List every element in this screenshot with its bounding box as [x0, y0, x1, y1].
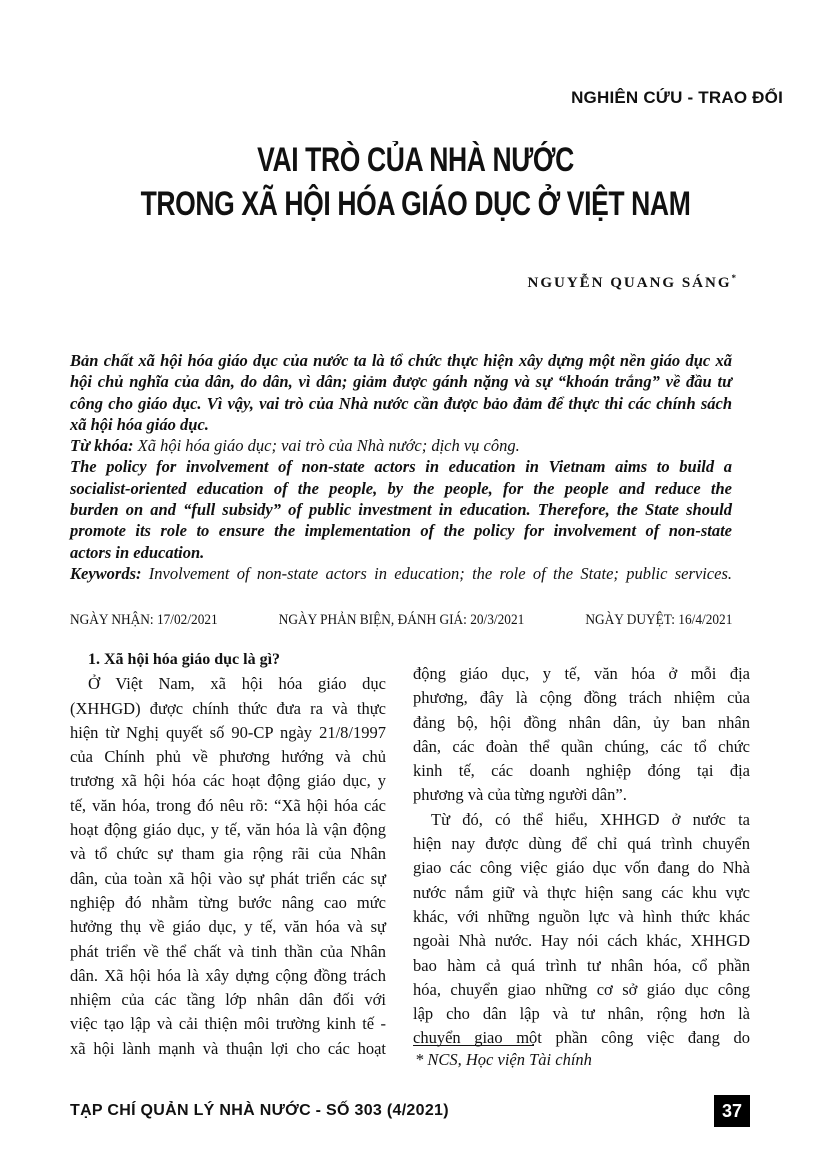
section-heading: 1. Xã hội hóa giáo dục là gì? — [88, 651, 281, 668]
abstract — [70, 350, 732, 584]
body-text-line: trương xã hội hóa các hoạt động giáo dục, y — [70, 771, 386, 791]
keywords-vi-label: Từ khóa: — [70, 436, 134, 456]
abstract-vi-line: hội chủ nghĩa của dân, do dân, vì dân; giảm được gánh nặng và sự “khoán trắng” về đầu tư — [70, 372, 732, 392]
body-text-line: xã hội lành mạnh và thuận lợi cho các hoạt — [70, 1038, 386, 1058]
abstract-en-line: The policy for involvement of non-state actors in education in Vietnam aims to build a — [70, 457, 732, 477]
body-column-right — [413, 662, 750, 1051]
body-text-line: nhiệm của các tầng lớp nhân dân đối với — [70, 990, 386, 1010]
author-footnote-mark: * — [731, 273, 736, 283]
abstract-vi-line: công cho giáo dục. Vì vậy, vai trò của Nhà nước cần được bảo đảm để thực thi các chính sách — [70, 393, 732, 413]
body-text-line: hưởng thụ về giáo dục, y tế, văn hóa và sự — [70, 917, 386, 937]
footnote-divider — [413, 1045, 534, 1046]
body-text-line: hóa, chuyển giao những cơ sở giáo dục công — [413, 979, 750, 999]
footnote: * NCS, Học viện Tài chính — [415, 1050, 592, 1069]
author-name: NGUYỄN QUANG SÁNG — [527, 275, 732, 291]
body-text-line: (XHHGD) được chính thức đưa ra và thực — [70, 698, 386, 718]
abstract-en-line: actors in education. — [70, 542, 205, 562]
abstract-vi-line: xã hội hóa giáo dục. — [70, 414, 209, 434]
body-text-line: phương và của từng người dân”. — [413, 785, 627, 805]
body-text-line: bao hàm cả quá trình tư nhân hóa, cổ phần — [413, 955, 750, 975]
body-text-line: dân. Xã hội hóa là xây dựng cộng đồng trách — [70, 965, 386, 985]
abstract-en-line: burden on and “full subsidy” of public investment in education. Therefore, the State should — [70, 500, 732, 520]
keywords-vi — [70, 435, 732, 456]
body-text-line: khác, với những nguồn lực và hình thức khác — [413, 906, 750, 926]
body-text-line: của Chính phủ về phương hướng và chủ — [70, 747, 386, 767]
abstract-en-line: promote its role to ensure the implementation of the policy for involvement of non-state — [70, 521, 732, 541]
body-text-line: Từ đó, có thể hiểu, XHHGD ở nước ta — [431, 809, 750, 829]
body-text-line: việc tạo lập và cải thiện môi trường kinh tế - — [70, 1014, 386, 1034]
body-text-line: hiện nay được dùng để chỉ quá trình chuyển — [413, 834, 750, 854]
body-text-line: hiện từ Nghị quyết số 90-CP ngày 21/8/1997 — [70, 722, 386, 742]
body-text-line: dân, các đoàn thể quần chúng, các tổ chức — [413, 736, 750, 756]
date-received: NGÀY NHẬN: 17/02/2021 — [70, 612, 218, 628]
keywords-en — [70, 563, 732, 584]
body-text-line: và tổ chức sự tham gia rộng rãi của Nhân — [70, 844, 386, 864]
body-text-line: tế, văn hóa, trong đó nêu rõ: “Xã hội hóa các — [70, 795, 386, 815]
title-line: VAI TRÒ CỦA NHÀ NƯỚC — [257, 141, 574, 179]
date-approved: NGÀY DUYỆT: 16/4/2021 — [585, 612, 733, 628]
section-header: NGHIÊN CỨU - TRAO ĐỔI — [571, 88, 783, 107]
body-text-line: dân, của toàn xã hội vào sự phát triển các sự — [70, 868, 386, 888]
body-text-line: phương, đây là cộng đồng trách nhiệm của — [413, 688, 750, 708]
body-text-line: giao các công việc giáo dục vốn đang do Nhà — [413, 858, 750, 878]
abstract-vi-line: Bản chất xã hội hóa giáo dục của nước ta là tổ chức thực hiện xây dựng một nền giáo dục xã — [70, 351, 732, 370]
body-text-line: ngoài Nhà nước. Hay nói cách khác, XHHGD — [413, 931, 750, 951]
article-title — [91, 138, 739, 226]
article-dates — [70, 612, 732, 629]
body-text-line: phát triển về thể chất và tinh thần của Nhân — [70, 941, 386, 961]
body-text-line: lập cho dân lập và tư nhân, rộng hơn là — [413, 1004, 750, 1024]
body-text-line: Ở Việt Nam, xã hội hóa giáo dục — [88, 674, 386, 694]
journal-footer: TẠP CHÍ QUẢN LÝ NHÀ NƯỚC - SỐ 303 (4/2021) — [70, 1102, 449, 1119]
date-reviewed: NGÀY PHẢN BIỆN, ĐÁNH GIÁ: 20/3/2021 — [278, 612, 525, 628]
page-number: 37 — [714, 1095, 750, 1127]
keywords-vi-text: Xã hội hóa giáo dục; vai trò của Nhà nước; dịch vụ công. — [133, 436, 520, 456]
body-text-line: hoạt động giáo dục, y tế, văn hóa là vận động — [70, 820, 386, 840]
body-text-line: kinh tế, các doanh nghiệp đóng tại địa — [413, 761, 750, 781]
body-column-left — [70, 648, 386, 1061]
body-text-line: nước nắm giữ và thực hiện sang các khu vực — [413, 882, 750, 902]
body-text-line: động giáo dục, y tế, văn hóa ở mỗi địa — [413, 664, 750, 683]
title-line: TRONG XÃ HỘI HÓA GIÁO DỤC Ở VIỆT NAM — [140, 185, 691, 223]
abstract-en-line: socialist-oriented education of the people, by the people, for the people and reduce the — [70, 478, 732, 498]
keywords-en-text: Involvement of non-state actors in education; the role of the State; public services. — [141, 563, 732, 583]
body-text-line: nghiệp đó nhằm từng bước nâng cao mức — [70, 892, 386, 912]
keywords-en-label: Keywords: — [70, 563, 142, 583]
body-text-line: chuyển giao một phần công việc đang do — [413, 1028, 750, 1048]
body-text-line: đảng bộ, hội đồng nhân dân, ủy ban nhân — [413, 712, 750, 732]
author — [527, 273, 736, 292]
